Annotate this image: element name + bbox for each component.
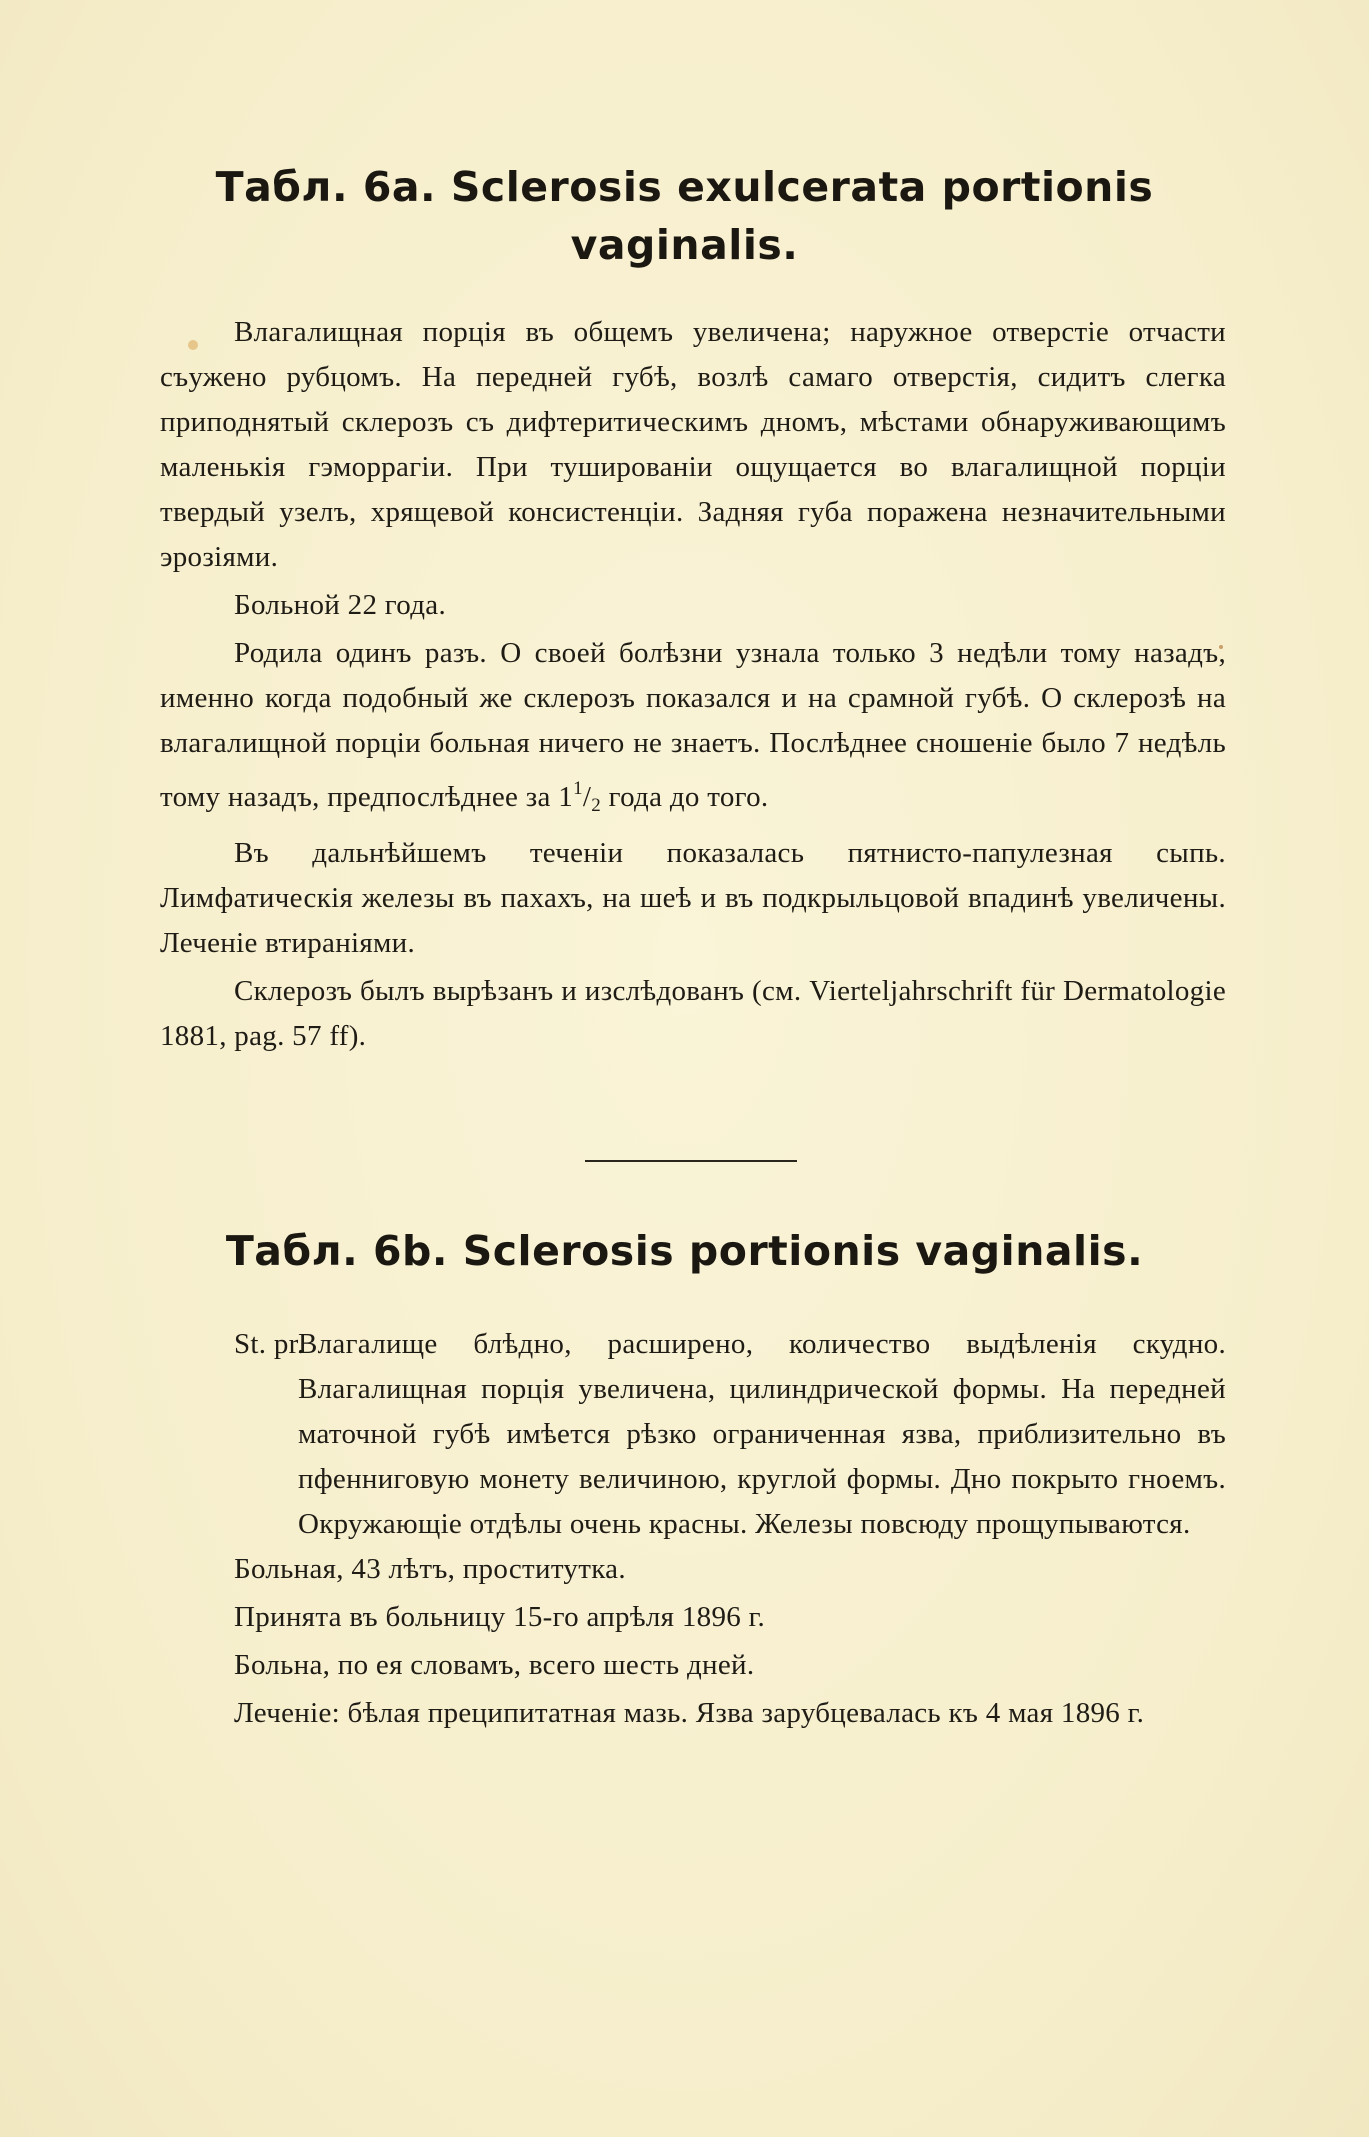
status-praesens-text: Влагалище блѣдно, расширено, количество выдѣленія скудно. Влагалищная порція увеличена, цилиндрической формы. На передней маточной губѣ имѣется рѣзко ограниченная язва, приблизительно въ пфенниговую монету величиною, круглой формы. Дно покрыто гноемъ. Окружающіе отдѣлы очень красны. Железы повсюду прощупываются.	[298, 1328, 1226, 1540]
section-a-title: Табл. 6a. Sclerosis exulcerata portionis vaginalis.	[215, 163, 1154, 269]
status-praesens-label: St. pr.	[234, 1328, 305, 1360]
section-b-paragraph-3: Больна, по ея словамъ, всего шесть дней.	[234, 1649, 755, 1681]
fraction-numerator: 1	[573, 778, 583, 799]
section-b-body	[160, 1322, 1226, 1739]
section-a-paragraph-3-text: Родила одинъ разъ. О своей болѣзни узнала только 3 недѣли тому назадъ, именно когда подобный же склерозъ показался и на срамной губѣ. О склерозѣ на влагалищной порціи больная ничего не знаетъ. Послѣднее сношеніе было 7 недѣль тому назадъ, предпослѣднее за	[160, 637, 1226, 813]
section-b-paragraph-4: Леченіе: бѣлая преципитатная мазь. Язва зарубцевалась къ 4 мая 1896 г.	[234, 1697, 1145, 1729]
section-a-paragraph-4: Въ дальнѣйшемъ теченіи показалась пятнисто-папулезная сыпь. Лимфатическія железы въ пахахъ, на шеѣ и въ подкрыльцовой впадинѣ увеличены. Леченіе втираніями.	[160, 837, 1226, 959]
status-praesens-block	[160, 1322, 1226, 1547]
fraction-whole: 1	[558, 781, 574, 813]
section-a-paragraph-2: Больной 22 года.	[234, 589, 447, 621]
section-a-paragraph-3: Родила одинъ разъ. О своей болѣзни узнала только 3 недѣли тому назадъ, именно когда подобный же склерозъ показался и на срамной губѣ. О склерозѣ на влагалищной порціи больная ничего не знаетъ. Послѣднее сношеніе было 7 недѣль тому назадъ, предпослѣднее за $1^1/_2$ года до того.	[160, 637, 1226, 816]
section-a-paragraph-5: Склерозъ былъ вырѣзанъ и изслѣдованъ (см. Vierteljahrschrift für Dermatologie 1881, pag. 57 ff).	[160, 975, 1226, 1052]
section-a-paragraph-3-tail: года до того.	[601, 781, 769, 813]
section-b-paragraph-1: Больная, 43 лѣтъ, проститутка.	[234, 1553, 626, 1585]
section-divider	[585, 1160, 797, 1162]
section-b-title: Табл. 6b. Sclerosis portionis vaginalis.	[225, 1227, 1144, 1275]
section-a-body	[160, 310, 1226, 1062]
section-b-paragraph-2: Принята въ больницу 15-го апрѣля 1896 г.	[234, 1601, 766, 1633]
section-a-paragraph-1: Влагалищная порція въ общемъ увеличена; наружное отверстіе отчасти съужено рубцомъ. На передней губѣ, возлѣ самаго отверстія, сидитъ слегка приподнятый склерозъ съ дифтеритическимъ дномъ, мѣстами обнаруживающимъ маленькія гэморрагіи. При тушированіи ощущается во влагалищной порціи твердый узелъ, хрящевой консистенціи. Задняя губа поражена незначительными эрозіями.	[160, 316, 1226, 573]
fraction-denominator: 2	[591, 795, 602, 816]
